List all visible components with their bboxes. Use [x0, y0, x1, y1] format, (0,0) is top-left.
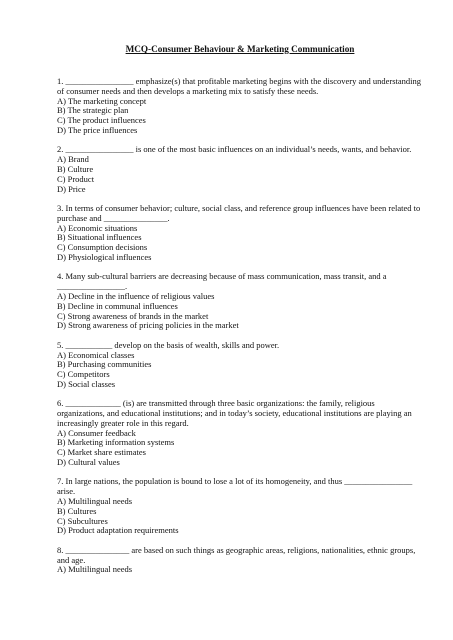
answer-option: B) Culture [57, 163, 94, 174]
answer-option: C) The product influences [57, 115, 146, 126]
question-stem: 5. ___________ develop on the basis of wealth, skills and power. [57, 339, 280, 350]
answer-option: D) The price influences [57, 124, 138, 135]
answer-option: A) Multilingual needs [57, 564, 133, 575]
question-4 [57, 272, 423, 331]
answer-option: C) Consumption decisions [57, 242, 148, 253]
answer-option: C) Product [57, 173, 95, 184]
answer-option: B) Cultures [57, 505, 97, 516]
question-5 [57, 341, 423, 390]
question-stem: 2. ________________ is one of the most basic influences on an individual’s needs, wants, and behavior. [57, 144, 412, 155]
question-stem: 1. ________________ emphasize(s) that profitable marketing begins with the discovery and understanding of consumer needs and then develops a marketing mix to satisfy these needs. [57, 76, 422, 96]
answer-option: D) Social classes [57, 378, 116, 389]
question-3 [57, 204, 423, 263]
answer-option: C) Subcultures [57, 515, 108, 526]
answer-option: B) Purchasing communities [57, 359, 152, 370]
answer-option: A) The marketing concept [57, 95, 147, 106]
answer-option: A) Decline in the influence of religious values [57, 290, 215, 301]
answer-option: D) Product adaptation requirements [57, 525, 179, 536]
question-stem: 6. _____________ (is) are transmitted through three basic organizations: the family, religious organizations, and educational institutions; and in today’s society, educational institutions are playing an increasingly greater role in this regard. [57, 398, 412, 428]
answer-option: D) Cultural values [57, 457, 120, 468]
question-7 [57, 477, 423, 536]
answer-option: B) The strategic plan [57, 105, 129, 116]
answer-option: A) Economical classes [57, 349, 135, 360]
answer-option: A) Brand [57, 154, 89, 165]
question-8 [57, 546, 423, 575]
answer-option: A) Consumer feedback [57, 427, 136, 438]
answer-option: C) Market share estimates [57, 447, 146, 458]
question-stem: 4. Many sub-cultural barriers are decreasing because of mass communication, mass transit, and a ________________. [57, 271, 387, 292]
answer-option: B) Situational influences [57, 232, 142, 243]
question-stem: 8. _______________ are based on such things as geographic areas, religions, nationalities, ethnic groups, and age. [57, 544, 416, 565]
answer-option: A) Economic situations [57, 222, 138, 233]
question-2 [57, 145, 423, 194]
question-stem: 7. In large nations, the population is bound to lose a lot of its homogeneity, and thus ________________ arise. [57, 476, 413, 497]
answer-option: D) Price [57, 183, 86, 194]
answer-option: C) Strong awareness of brands in the market [57, 310, 209, 321]
answer-option: A) Multilingual needs [57, 496, 133, 507]
answer-option: B) Decline in communal influences [57, 300, 178, 311]
answer-option: D) Physiological influences [57, 251, 152, 262]
document-title: MCQ-Consumer Behaviour & Marketing Communication [125, 44, 355, 54]
answer-option: D) Strong awareness of pricing policies in the market [57, 320, 239, 331]
question-1 [57, 77, 423, 136]
answer-option: B) Marketing information systems [57, 437, 175, 448]
answer-option: C) Competitors [57, 369, 110, 380]
question-stem: 3. In terms of consumer behavior; culture, social class, and reference group influences have been related to purchase and _______________. [57, 202, 421, 223]
question-6 [57, 399, 423, 468]
